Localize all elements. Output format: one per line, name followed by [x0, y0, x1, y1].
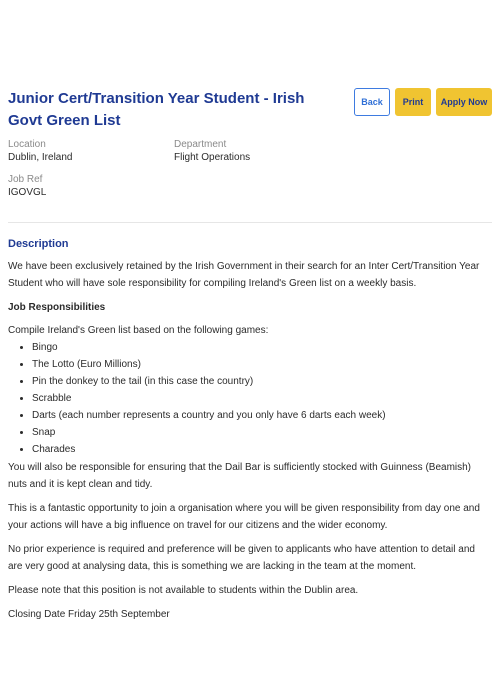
location-label: Location — [8, 139, 46, 150]
action-buttons — [354, 88, 492, 116]
job-title: Junior Cert/Transition Year Student - Irish Govt Green List — [8, 90, 305, 129]
bar-paragraph: You will also be responsible for ensuring that the Dail Bar is sufficiently stocked with Guinness (Beamish) nuts and it is kept clean and tidy. — [8, 462, 472, 490]
location-note-paragraph: Please note that this position is not available to students within the Dublin area. — [8, 585, 359, 596]
compile-text: Compile Ireland's Green list based on the following games: — [8, 325, 269, 336]
department-value: Flight Operations — [174, 152, 251, 163]
list-item: • Charades — [32, 441, 492, 458]
location-value: Dublin, Ireland — [8, 152, 73, 163]
list-item: • Scrabble — [32, 390, 492, 407]
list-item: • The Lotto (Euro Millions) — [32, 356, 492, 373]
apply-now-button[interactable]: Apply Now — [436, 88, 492, 116]
list-item: • Pin the donkey to the tail (in this case the country) — [32, 373, 492, 390]
job-ref-label: Job Ref — [8, 174, 43, 185]
opportunity-paragraph: This is a fantastic opportunity to join a organisation where you will be given responsibility from day one and your actions will have a big influence on travel for our citizens and the wider economy. — [8, 503, 480, 531]
list-item: • Snap — [32, 424, 492, 441]
games-list — [8, 339, 492, 458]
job-ref-block — [8, 173, 168, 199]
intro-paragraph: We have been exclusively retained by the Irish Government in their search for an Inter Cert/Transition Year Student who will have sole responsibility for compiling Ireland's Green list on a weekly basis. — [8, 261, 480, 289]
closing-date-paragraph: Closing Date Friday 25th September — [8, 609, 170, 620]
print-button[interactable]: Print — [395, 88, 431, 116]
back-button[interactable]: Back — [354, 88, 390, 116]
list-item: • Bingo — [32, 339, 492, 356]
department-label: Department — [174, 139, 227, 150]
description-section — [8, 236, 492, 630]
experience-paragraph: No prior experience is required and preference will be given to applicants who have attention to detail and are very good at analysing data, this is something we are lacking in the team at the moment. — [8, 544, 475, 572]
list-item: • Darts (each number represents a country and you only have 6 darts each week) — [32, 407, 492, 424]
section-divider — [8, 222, 492, 223]
description-heading: Description — [8, 238, 69, 250]
responsibilities-heading: Job Responsibilities — [8, 302, 106, 313]
location-block — [8, 138, 168, 164]
department-block — [174, 138, 334, 164]
job-ref-value: IGOVGL — [8, 187, 47, 198]
